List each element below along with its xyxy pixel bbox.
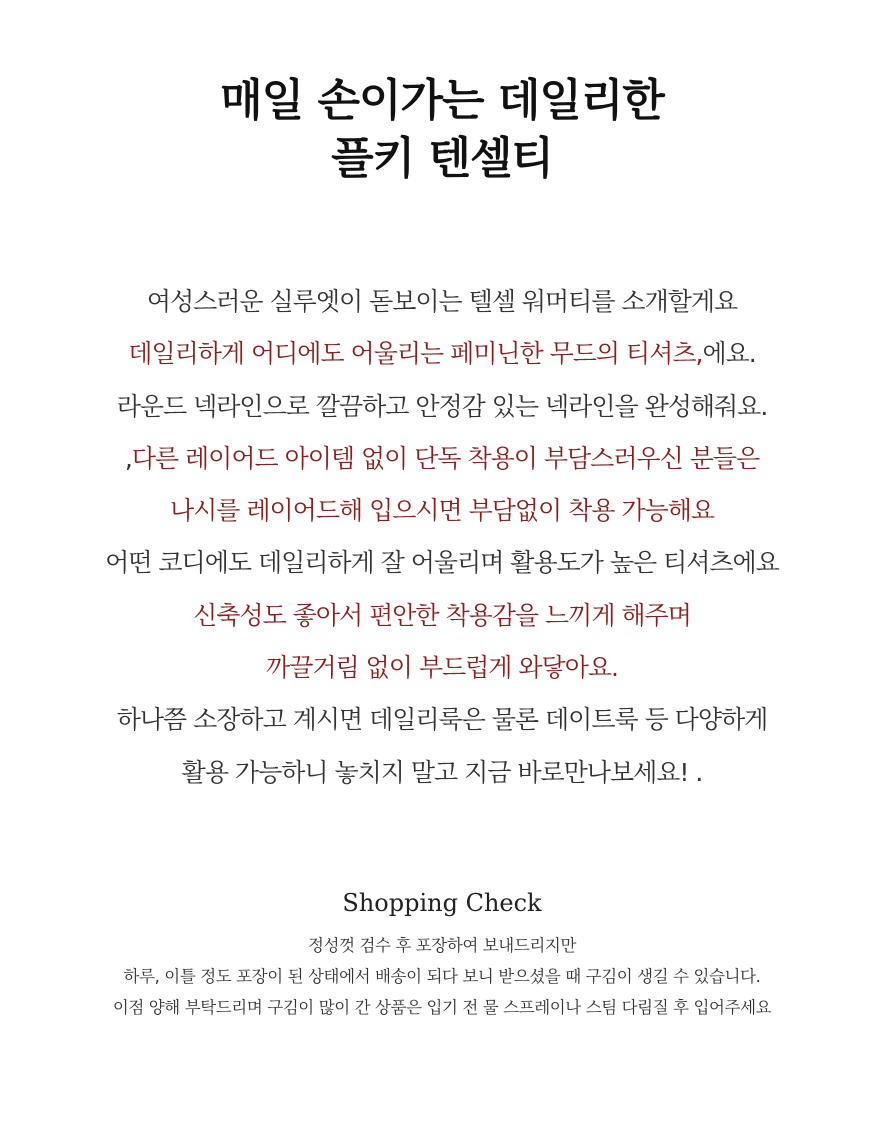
description-line-6: 어떤 코디에도 데일리하게 잘 어울리며 활용도가 높은 티셔츠에요 (105, 548, 779, 578)
description-line-5: 나시를 레이어드해 입으시면 부담없이 착용 가능해요 (169, 496, 715, 526)
description-line-10: 활용 가능하니 놓치지 말고 지금 바로만나보세요! . (181, 757, 703, 787)
shopping-check-title: Shopping Check (342, 889, 542, 917)
description-line-7: 신축성도 좋아서 편안한 착용감을 느끼게 해주며 (193, 600, 691, 630)
headline (0, 72, 884, 188)
notice-line-1: 정성껏 검수 후 포장하여 보내드리지만 (307, 936, 576, 955)
description-line-4-prefix: , (124, 443, 132, 473)
headline-line-1: 매일 손이가는 데일리한 (220, 75, 664, 126)
description-line-9: 하나쯤 소장하고 계시면 데일리룩은 물론 데이트룩 등 다양하게 (116, 705, 768, 735)
description-line-2-highlight: 데일리하게 어디에도 어울리는 페미닌한 무드의 티셔츠, (128, 339, 703, 369)
description-line-2 (0, 328, 884, 380)
shopping-check-notice (0, 930, 884, 1023)
notice-line-3: 이점 양해 부탁드리며 구김이 많이 간 상품은 입기 전 물 스프레이나 스팀 다림질 후 입어주세요 (112, 998, 772, 1017)
description-line-1: 여성스러운 실루엣이 돋보이는 텔셀 워머티를 소개할게요 (146, 287, 738, 316)
description-line-3: 라운드 넥라인으로 깔끔하고 안정감 있는 넥라인을 완성해줘요. (116, 391, 768, 421)
notice-line-2: 하루, 이틀 정도 포장이 된 상태에서 배송이 되다 보니 받으셨을 때 구김이 생길 수 있습니다. (123, 967, 761, 986)
product-description (0, 276, 884, 799)
description-line-4 (0, 433, 884, 485)
headline-line-2: 플키 텐셀티 (331, 133, 553, 184)
description-line-4-highlight: 다른 레이어드 아이템 없이 단독 착용이 부담스러우신 분들은 (131, 443, 760, 473)
description-line-8: 까끌거림 없이 부드럽게 와닿아요. (266, 653, 618, 683)
description-line-2-suffix: 에요. (702, 339, 756, 369)
